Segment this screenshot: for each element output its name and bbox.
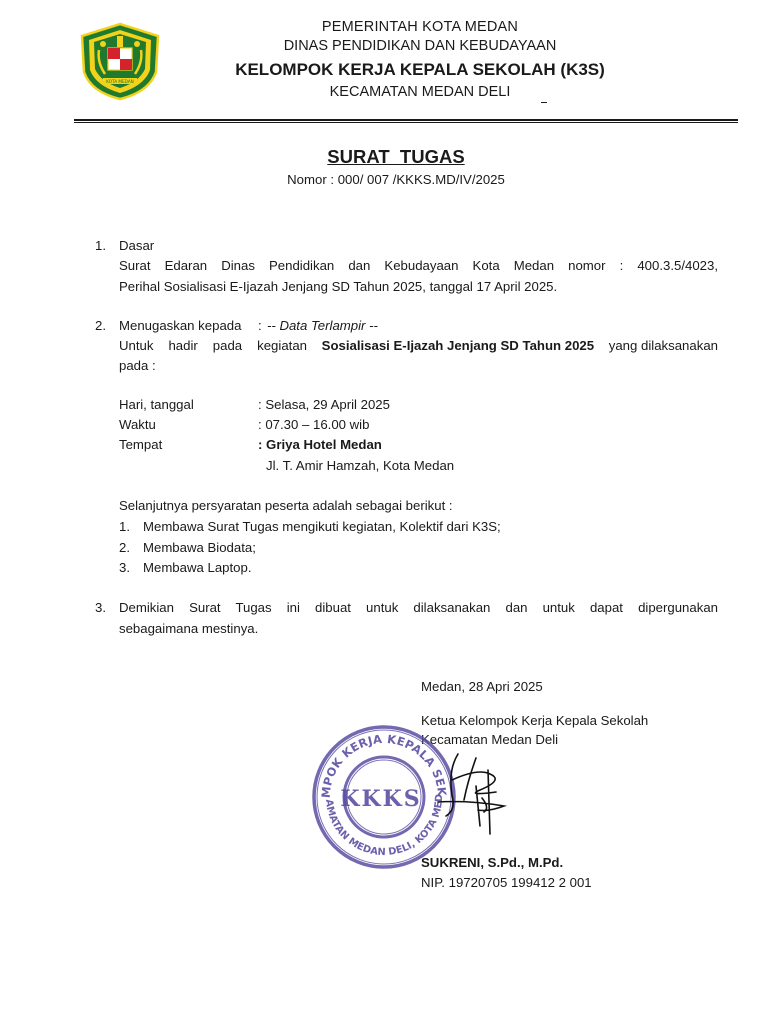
detail-address: Jl. T. Amir Hamzah, Kota Medan	[266, 458, 455, 473]
section-1-heading: Dasar	[119, 238, 155, 253]
detail-value-date: : Selasa, 29 April 2025	[258, 397, 390, 412]
document-title: SURAT TUGAS	[327, 146, 465, 167]
activity-line-start: Untuk hadir pada kegiatan	[119, 338, 307, 353]
section-1-number: 1.	[95, 238, 106, 253]
activity-line-end: yang dilaksanakan	[608, 338, 718, 353]
detail-label-date: Hari, tanggal	[119, 397, 194, 412]
header-government: PEMERINTAH KOTA MEDAN	[321, 19, 519, 35]
section-3-number: 3.	[95, 600, 106, 615]
kota-medan-emblem	[79, 22, 161, 101]
header-district: KECAMATAN MEDAN DELI	[329, 84, 511, 100]
assign-label: Menugaskan kepada	[119, 318, 242, 333]
activity-line	[119, 338, 718, 353]
assign-value: -- Data Terlampir --	[267, 318, 378, 333]
stamp-bottom-text: AMATAN MEDAN DELI, KOTA MED	[322, 793, 446, 859]
assign-separator: :	[258, 318, 262, 333]
requirement-3-number: 3.	[119, 560, 130, 575]
signatory-nip: NIP. 19720705 199412 2 001	[421, 875, 592, 890]
detail-value-place: : Griya Hotel Medan	[258, 437, 382, 452]
signatory-role-2: Kecamatan Medan Deli	[421, 732, 559, 747]
section-1-line2: Perihal Sosialisasi E-Ijazah Jenjang SD Tahun 2025, tanggal 17 April 2025.	[119, 279, 558, 294]
logo-text: KOTA MEDAN	[106, 79, 134, 84]
document-number: Nomor : 000/ 007 /KKKS.MD/IV/2025	[287, 172, 505, 187]
requirement-1-text: Membawa Surat Tugas mengikuti kegiatan, Kolektif dari K3S;	[143, 519, 501, 534]
stamp-top-text: MPOK KERJA KEPALA SEK	[318, 731, 450, 799]
section-3-line2: sebagaimana mestinya.	[119, 621, 259, 636]
requirements-intro: Selanjutnya persyaratan peserta adalah sebagai berikut :	[119, 498, 453, 513]
header-organization: KELOMPOK KERJA KEPALA SEKOLAH (K3S)	[235, 60, 605, 79]
header-divider-thin	[74, 122, 738, 123]
section-3-line1: Demikian Surat Tugas ini dibuat untuk dilaksanakan dan untuk dapat dipergunakan	[119, 600, 718, 615]
activity-line2: pada :	[119, 358, 156, 373]
requirement-3-text: Membawa Laptop.	[143, 560, 252, 575]
header-department: DINAS PENDIDIKAN DAN KEBUDAYAAN	[283, 38, 557, 54]
place-date: Medan, 28 Apri 2025	[421, 679, 543, 694]
stamp-center-text: KKKS	[340, 786, 422, 812]
detail-label-time: Waktu	[119, 417, 156, 432]
handwritten-signature	[418, 750, 520, 842]
requirement-2-number: 2.	[119, 540, 130, 555]
section-2-number: 2.	[95, 318, 106, 333]
detail-label-place: Tempat	[119, 437, 163, 452]
header-dash	[541, 102, 547, 103]
section-1-line1: Surat Edaran Dinas Pendidikan dan Kebudayaan Kota Medan nomor : 400.3.5/4023,	[119, 258, 718, 273]
header-divider	[74, 119, 738, 121]
detail-value-time: : 07.30 – 16.00 wib	[258, 417, 370, 432]
activity-name: Sosialisasi E-Ijazah Jenjang SD Tahun 2025	[321, 338, 595, 353]
requirement-2-text: Membawa Biodata;	[143, 540, 256, 555]
signatory-role-1: Ketua Kelompok Kerja Kepala Sekolah	[421, 713, 649, 728]
requirement-1-number: 1.	[119, 519, 130, 534]
signatory-name: SUKRENI, S.Pd., M.Pd.	[421, 855, 564, 870]
